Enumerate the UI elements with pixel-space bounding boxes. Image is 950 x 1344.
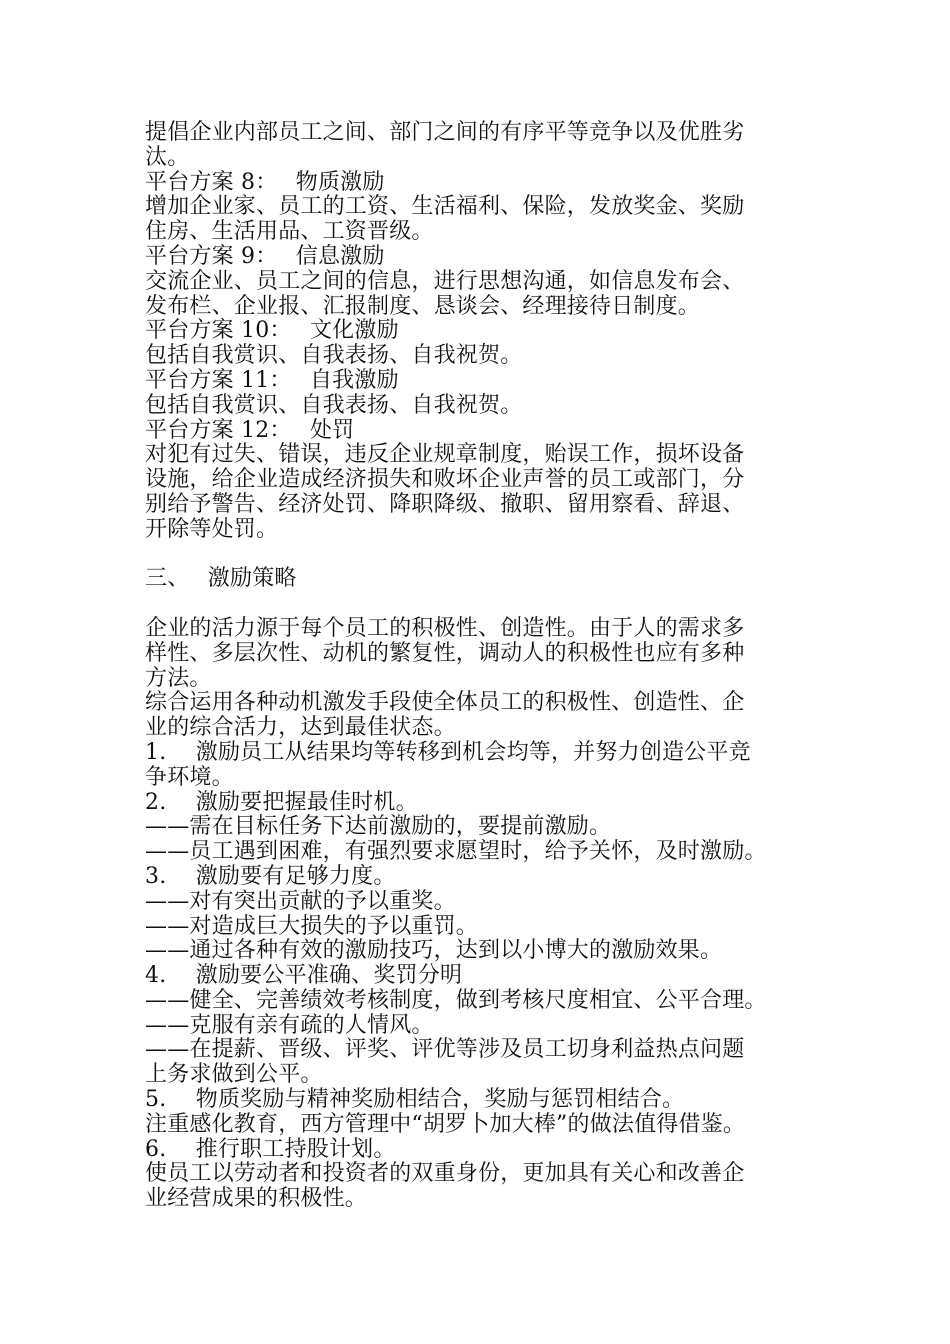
section-heading: 三、 激励策略 bbox=[145, 566, 297, 592]
paragraph-line: 开除等处罚。 bbox=[145, 516, 279, 542]
blank-line bbox=[145, 543, 825, 568]
plan-heading: 平台方案 12： 处罚 bbox=[145, 417, 355, 443]
dash-item: ——员工遇到困难，有强烈要求愿望时，给予关怀，及时激励。 bbox=[145, 839, 767, 865]
dash-item: ——克服有亲有疏的人情风。 bbox=[145, 1012, 434, 1038]
paragraph-line: 对犯有过失、错误，违反企业规章制度，贻误工作，损坏设备 bbox=[145, 442, 745, 468]
paragraph-line: 包括自我赏识、自我表扬、自我祝贺。 bbox=[145, 392, 523, 418]
paragraph-line: 样性、多层次性、动机的繁复性，调动人的积极性也应有多种 bbox=[145, 640, 745, 666]
paragraph-line: 企业的活力源于每个员工的积极性、创造性。由于人的需求多 bbox=[145, 615, 745, 641]
numbered-item: 2. 激励要把握最佳时机。 bbox=[145, 789, 418, 815]
paragraph-line: 综合运用各种动机激发手段使全体员工的积极性、创造性、企 bbox=[145, 690, 745, 716]
blank-line bbox=[145, 592, 825, 617]
plan-heading: 平台方案 9： 信息激励 bbox=[145, 243, 385, 269]
paragraph-line: 注重感化教育，西方管理中“胡罗卜加大棒”的做法值得借鉴。 bbox=[145, 1111, 746, 1137]
dash-item: ——需在目标任务下达前激励的，要提前激励。 bbox=[145, 814, 612, 840]
paragraph-line: 设施，给企业造成经济损失和败坏企业声誉的员工或部门，分 bbox=[145, 467, 745, 493]
paragraph-line: 争环境。 bbox=[145, 764, 234, 790]
paragraph-line: 交流企业、员工之间的信息，进行思想沟通，如信息发布会、 bbox=[145, 268, 745, 294]
dash-item: ——在提薪、晋级、评奖、评优等涉及员工切身利益热点问题 bbox=[145, 1037, 745, 1063]
paragraph-line: 包括自我赏识、自我表扬、自我祝贺。 bbox=[145, 343, 523, 369]
dash-item: ——通过各种有效的激励技巧，达到以小博大的激励效果。 bbox=[145, 938, 723, 964]
numbered-item: 5. 物质奖励与精神奖励相结合，奖励与惩罚相结合。 bbox=[145, 1087, 685, 1113]
paragraph-line: 使员工以劳动者和投资者的双重身份，更加具有关心和改善企 bbox=[145, 1161, 745, 1187]
paragraph-line: 住房、生活用品、工资晋级。 bbox=[145, 219, 434, 245]
paragraph-line: 发布栏、企业报、汇报制度、恳谈会、经理接待日制度。 bbox=[145, 293, 701, 319]
paragraph-line: 上务求做到公平。 bbox=[145, 1062, 323, 1088]
paragraph-line: 增加企业家、员工的工资、生活福利、保险，发放奖金、奖励 bbox=[145, 194, 745, 220]
plan-heading: 平台方案 10： 文化激励 bbox=[145, 318, 399, 344]
paragraph-line: 方法。 bbox=[145, 665, 212, 691]
paragraph-line: 业的综合活力，达到最佳状态。 bbox=[145, 715, 456, 741]
paragraph-line: 汰。 bbox=[145, 144, 190, 170]
plan-heading: 平台方案 8： 物质激励 bbox=[145, 169, 385, 195]
paragraph-line: 别给予警告、经济处罚、降职降级、撤职、留用察看、辞退、 bbox=[145, 491, 745, 517]
numbered-item: 4. 激励要公平准确、奖罚分明 bbox=[145, 963, 463, 989]
plan-heading: 平台方案 11： 自我激励 bbox=[145, 367, 399, 393]
numbered-item: 6. 推行职工持股计划。 bbox=[145, 1136, 396, 1162]
dash-item: ——健全、完善绩效考核制度，做到考核尺度相宜、公平合理。 bbox=[145, 987, 767, 1013]
dash-item: ——对有突出贡献的予以重奖。 bbox=[145, 888, 456, 914]
dash-item: ——对造成巨大损失的予以重罚。 bbox=[145, 913, 479, 939]
numbered-item: 3. 激励要有足够力度。 bbox=[145, 863, 396, 889]
paragraph-line: 业经营成果的积极性。 bbox=[145, 1186, 368, 1212]
document-body bbox=[145, 121, 825, 1212]
numbered-item: 1. 激励员工从结果均等转移到机会均等，并努力创造公平竞 bbox=[145, 739, 751, 765]
paragraph-line: 提倡企业内部员工之间、部门之间的有序平等竞争以及优胜劣 bbox=[145, 120, 745, 145]
